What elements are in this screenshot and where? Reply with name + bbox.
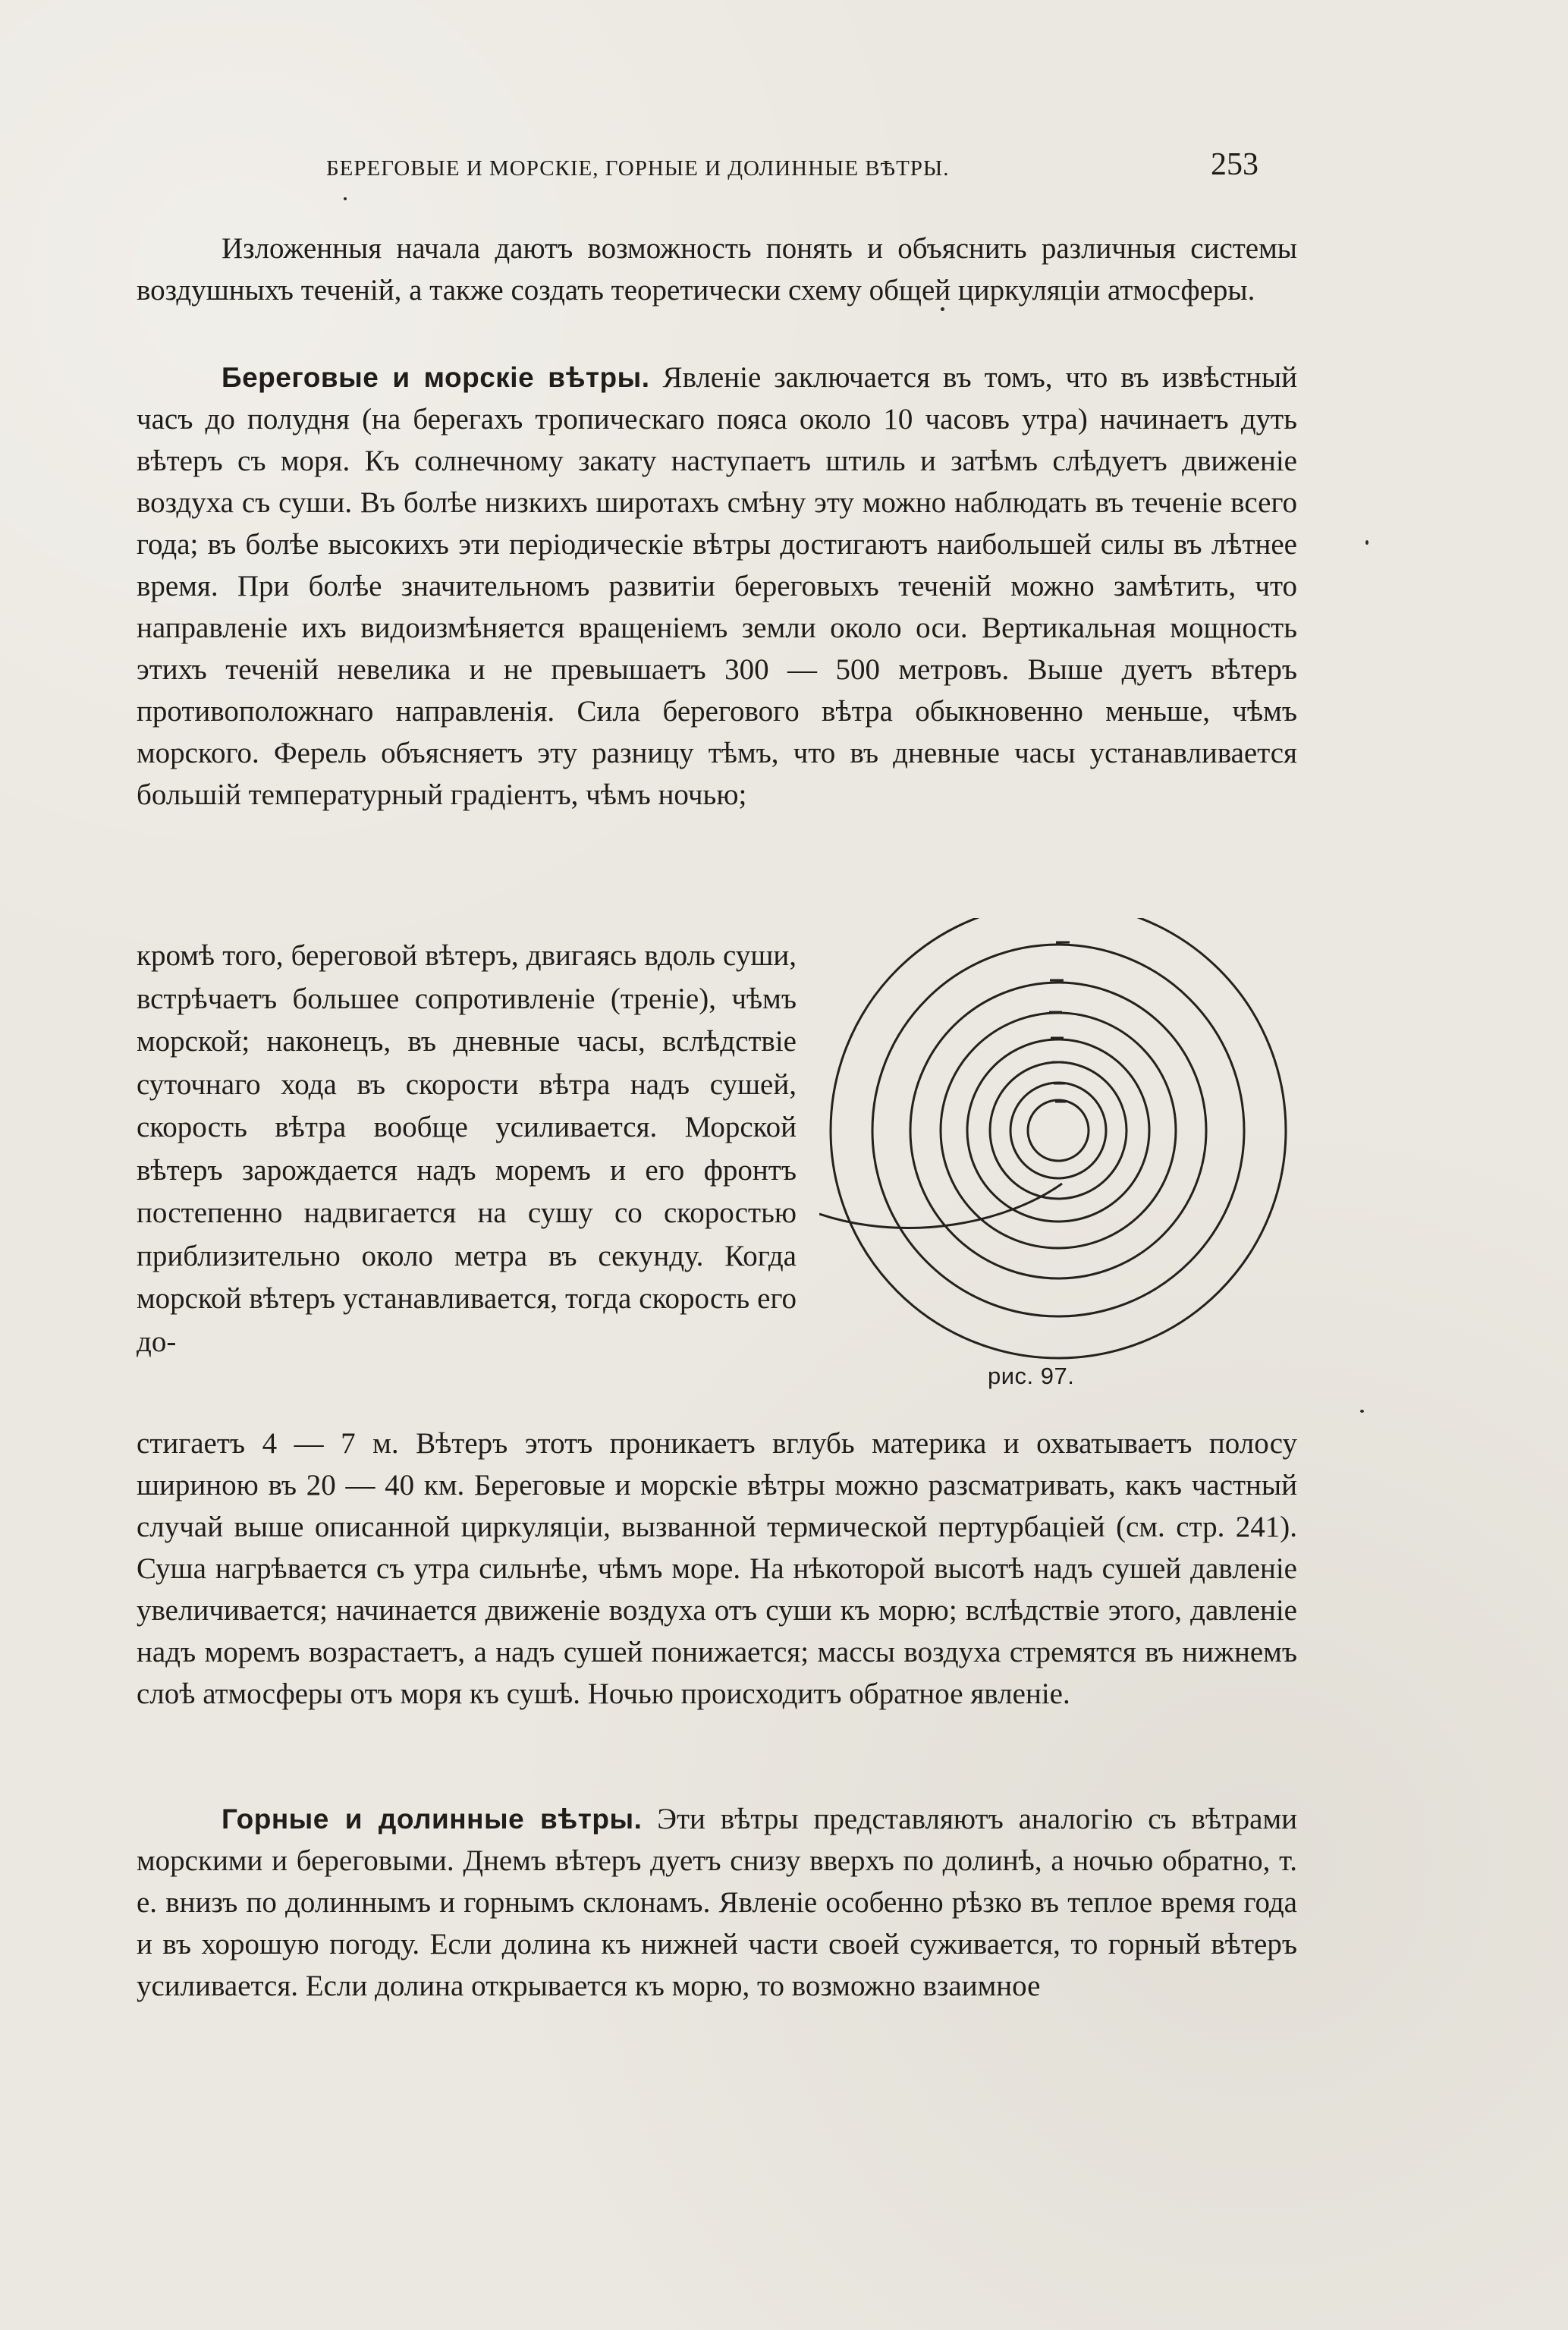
circle (1010, 1083, 1106, 1178)
section-heading: Береговые и морскіе вѣтры. (222, 362, 650, 393)
concentric-circles-figure (819, 918, 1297, 1396)
paragraph-sea-breeze (137, 357, 1297, 816)
circle (967, 1039, 1149, 1222)
section-heading: Горные и долинные вѣтры. (222, 1803, 643, 1835)
inner-circle (1028, 1100, 1089, 1161)
figure-caption: рис. 97. (988, 1363, 1075, 1389)
paragraph-mountain-valley-winds (137, 1798, 1297, 2007)
ink-speck (1360, 1410, 1364, 1413)
wrapped-paragraph-text: кромѣ того, береговой вѣтеръ, двигаясь вдоль суши, встрѣчаетъ большее сопротивленіе (треніе), чѣмъ морской; наконецъ, въ дневные часы, вслѣдствіе суточнаго хода въ скорости вѣтра надъ сушей, скорость вѣтра вообще усиливается. Морской вѣтеръ зарождается надъ моремъ и его фронтъ постепенно надвигается на сушу со скоростью приблизительно около метра въ секунду. Когда морской вѣтеръ устанавливается, тогда скорость его до- (137, 939, 797, 1358)
paragraph-text: Эти вѣтры представляютъ аналогію съ вѣтрами морскими и береговыми. Днемъ вѣтеръ дуетъ снизу вверхъ по долинѣ, а ночью обратно, т. е. внизъ по долиннымъ и горнымъ склонамъ. Явленіе особенно рѣзко въ теплое время года и въ хорошую погоду. Если долина къ нижней части своей суживается, то горный вѣтеръ усиливается. Если долина открывается къ морю, то возможно взаимное (137, 1803, 1298, 2002)
paragraph-text: Явленіе заключается въ томъ, что въ извѣстный часъ до полудня (на берегахъ тропическаго пояса около 10 часовъ утра) начинаетъ дуть вѣтеръ съ моря. Къ солнечному закату наступаетъ штиль и затѣмъ слѣдуетъ движеніе воздуха съ суши. Въ болѣе низкихъ широтахъ смѣну эту можно наблюдать въ теченіе всего года; въ болѣе высокихъ эти періодическіе вѣтры достигаютъ наибольшей силы въ лѣтнее время. При болѣе значительномъ развитіи береговыхъ теченій можно замѣтить, что направленіе ихъ видоизмѣняется вращеніемъ земли около оси. Вертикальная мощность этихъ теченій невелика и не превышаетъ 300 — 500 метровъ. Выше дуетъ вѣтеръ противоположнаго направленія. Сила берегового вѣтра обыкновенно меньше, чѣмъ морского. Ферель объясняетъ эту разницу тѣмъ, что въ дневные часы устанавливается большій температурный градіентъ, чѣмъ ночью; (137, 361, 1297, 811)
ink-speck (1365, 540, 1368, 545)
page-number: 253 (1211, 147, 1258, 182)
circle (910, 983, 1206, 1278)
paragraph-intro (137, 228, 1297, 311)
circle (872, 945, 1244, 1316)
paragraph-text: Изложенныя начала даютъ возможность понять и объяснить различныя системы воздушныхъ теченій, а также создать теоретически схему общей циркуляціи атмосферы. (137, 232, 1297, 307)
circle (941, 1013, 1176, 1248)
outer-circle (831, 918, 1286, 1358)
ink-speck (344, 197, 347, 200)
running-head: БЕРЕГОВЫЕ И МОРСКІЕ, ГОРНЫЕ И ДОЛИННЫЕ ВѢТРЫ. (326, 156, 950, 181)
paragraph-continuation: стигаетъ 4 — 7 м. Вѣтеръ этотъ проникаетъ вглубь материка и охватываетъ полосу шириною въ 20 — 40 км. Береговые и морскіе вѣтры можно разсматривать, какъ частный случай выше описанной циркуляціи, вызванной термической пертурбаціей (см. стр. 241). Суша нагрѣвается съ утра сильнѣе, чѣмъ море. На нѣкоторой высотѣ надъ сушей давленіе увеличивается; начинается движеніе воздуха отъ суши къ морю; вслѣдствіе этого, давленіе надъ моремъ возрастаетъ, а надъ сушей понижается; массы воздуха стремятся въ нижнемъ слоѣ атмосферы отъ моря къ сушѣ. Ночью происходитъ обратное явленіе. (137, 1427, 1297, 1710)
